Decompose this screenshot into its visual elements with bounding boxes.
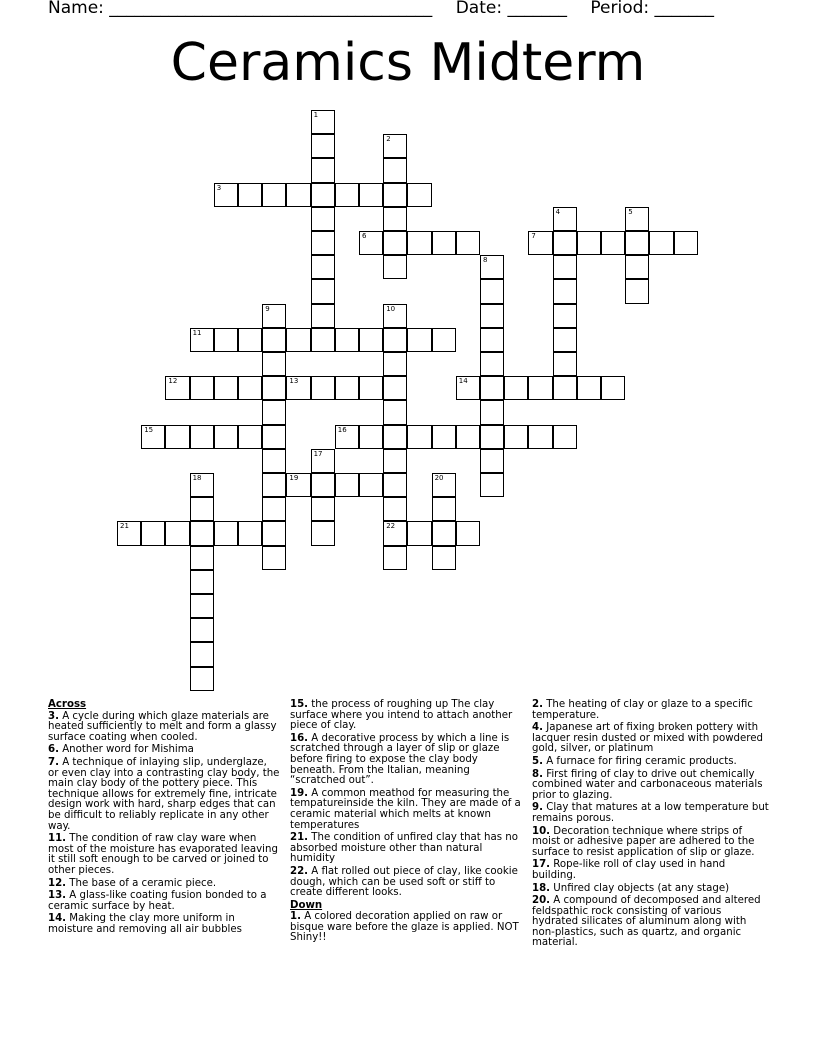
grid-cell[interactable] <box>190 570 214 594</box>
grid-cell[interactable] <box>383 400 407 424</box>
grid-cell[interactable] <box>407 231 431 255</box>
grid-cell[interactable] <box>190 594 214 618</box>
down-clue-10: 10. Decoration technique where strips of moist or adhesive paper are adhered to the surface to resist application of slip or glaze. <box>532 825 755 858</box>
grid-cell[interactable] <box>214 183 238 207</box>
grid-cell[interactable] <box>625 207 649 231</box>
clue-number: 10 <box>386 304 396 313</box>
grid-cell[interactable] <box>480 425 504 449</box>
down-clue-8: 8. First firing of clay to drive out chemically combined water and carbonaceous materials prior to glazing. <box>532 768 763 801</box>
across-clue-16: 16. A decorative process by which a line is scratched through a layer of slip or glaze before firing to expose the clay body beneath. From the Italian, meaning “scratched out”. <box>290 732 510 787</box>
clue-number: 3 <box>216 183 222 192</box>
down-clue-1: 1. A colored decoration applied on raw or bisque ware before the glaze is applied. NOT Shiny!! <box>290 911 519 944</box>
grid-cell[interactable] <box>190 497 214 521</box>
grid-cell[interactable] <box>553 304 577 328</box>
across-clue-22: 22. A flat rolled out piece of clay, like cookie dough, which can be used soft or stiff to create different looks. <box>290 865 518 899</box>
grid-cell[interactable] <box>407 328 431 352</box>
grid-cell[interactable] <box>456 376 480 400</box>
grid-cell[interactable] <box>311 449 335 473</box>
grid-cell[interactable] <box>190 618 214 642</box>
grid-cell[interactable] <box>553 425 577 449</box>
grid-cell[interactable] <box>262 352 286 376</box>
grid-cell[interactable] <box>262 328 286 352</box>
grid-cell[interactable] <box>190 473 214 497</box>
grid-cell[interactable] <box>528 376 552 400</box>
clue-number: 8 <box>483 256 488 265</box>
grid-cell[interactable] <box>625 279 649 303</box>
grid-cell[interactable] <box>504 376 528 400</box>
grid-cell[interactable] <box>383 376 407 400</box>
grid-cell[interactable] <box>553 376 577 400</box>
grid-cell[interactable] <box>359 473 383 497</box>
grid-cell[interactable] <box>262 521 286 545</box>
across-clue-6: 6. Another word for Mishima <box>48 744 194 756</box>
date-field-label[interactable]: Date: _______ <box>455 0 567 18</box>
clue-number: 1 <box>313 111 319 119</box>
grid-cell[interactable] <box>407 521 431 545</box>
clue-number: 4 <box>555 207 561 216</box>
grid-cell[interactable] <box>625 231 649 255</box>
grid-cell[interactable] <box>335 376 359 400</box>
grid-cell[interactable] <box>553 255 577 279</box>
grid-cell[interactable] <box>480 352 504 376</box>
grid-cell[interactable] <box>190 546 214 570</box>
grid-cell[interactable] <box>649 231 673 255</box>
grid-cell[interactable] <box>383 231 407 255</box>
grid-cell[interactable] <box>214 376 238 400</box>
grid-cell[interactable] <box>311 231 335 255</box>
grid-cell[interactable] <box>262 546 286 570</box>
grid-cell[interactable] <box>456 425 480 449</box>
grid-cell[interactable] <box>262 425 286 449</box>
grid-cell[interactable] <box>262 449 286 473</box>
across-clue-19: 19. A common meathod for measuring the tempatureinside the kiln. They are made of a ceramic material which melts at known temperatures <box>290 787 521 831</box>
grid-cell[interactable] <box>359 231 383 255</box>
down-clue-2: 2. The heating of clay or glaze to a specific temperature. <box>532 699 753 721</box>
grid-cell[interactable] <box>456 521 480 545</box>
down-heading: Down <box>290 899 323 911</box>
grid-cell[interactable] <box>359 328 383 352</box>
down-clue-5: 5. A furnace for firing ceramic products. <box>532 755 737 767</box>
grid-cell[interactable] <box>601 231 625 255</box>
grid-cell[interactable] <box>165 425 189 449</box>
grid-cell[interactable] <box>190 521 214 545</box>
grid-cell[interactable] <box>335 328 359 352</box>
clue-number: 16 <box>337 425 347 434</box>
grid-cell[interactable] <box>238 376 262 400</box>
clue-number: 20 <box>434 474 444 482</box>
clue-number: 15 <box>144 425 154 434</box>
grid-cell[interactable] <box>311 521 335 545</box>
grid-cell[interactable] <box>383 546 407 570</box>
clue-number: 7 <box>531 232 536 240</box>
grid-cell[interactable] <box>311 328 335 352</box>
clue-number: 11 <box>192 328 202 337</box>
grid-cell[interactable] <box>480 376 504 400</box>
grid-cell[interactable] <box>480 279 504 303</box>
grid-cell[interactable] <box>262 376 286 400</box>
student-info-header <box>48 0 732 18</box>
clue-number: 19 <box>289 474 299 482</box>
grid-cell[interactable] <box>238 521 262 545</box>
grid-cell[interactable] <box>262 473 286 497</box>
grid-cell[interactable] <box>214 328 238 352</box>
grid-cell[interactable] <box>214 521 238 545</box>
grid-cell[interactable] <box>407 183 431 207</box>
across-clue-13: 13. A glass-like coating fusion bonded to a ceramic surface by heat. <box>48 890 267 912</box>
grid-cell[interactable] <box>432 497 456 521</box>
down-clue-9: 9. Clay that matures at a low temperature but remains porous. <box>532 802 769 824</box>
grid-cell[interactable] <box>432 328 456 352</box>
grid-cell[interactable] <box>311 473 335 497</box>
page-title: Ceramics Midterm <box>170 33 646 93</box>
grid-cell[interactable] <box>553 328 577 352</box>
grid-cell[interactable] <box>383 183 407 207</box>
grid-cell[interactable] <box>359 425 383 449</box>
clue-number: 12 <box>168 377 178 386</box>
grid-cell[interactable] <box>311 497 335 521</box>
clue-number: 17 <box>313 449 323 458</box>
grid-cell[interactable] <box>311 110 335 134</box>
grid-cell[interactable] <box>504 425 528 449</box>
clue-number: 18 <box>192 474 202 482</box>
grid-cell[interactable] <box>141 425 165 449</box>
grid-cell[interactable] <box>383 449 407 473</box>
grid-cell[interactable] <box>190 376 214 400</box>
across-clue-11: 11. The condition of raw clay ware when most of the moisture has evaporated leaving it still soft enough to be carved or joined to other pieces. <box>48 833 278 876</box>
clues-column-1 <box>48 700 280 937</box>
grid-cell[interactable] <box>238 425 262 449</box>
grid-cell[interactable] <box>480 473 504 497</box>
grid-cell[interactable] <box>407 425 431 449</box>
grid-cell[interactable] <box>553 207 577 231</box>
grid-cell[interactable] <box>553 231 577 255</box>
clues-column-3 <box>532 700 770 951</box>
grid-cell[interactable] <box>311 207 335 231</box>
grid-cell[interactable] <box>674 231 698 255</box>
grid-cell[interactable] <box>432 546 456 570</box>
across-heading: Across <box>48 699 87 710</box>
grid-cell[interactable] <box>262 497 286 521</box>
grid-cell[interactable] <box>359 376 383 400</box>
grid-cell[interactable] <box>383 158 407 182</box>
grid-cell[interactable] <box>480 304 504 328</box>
grid-cell[interactable] <box>432 231 456 255</box>
grid-cell[interactable] <box>190 425 214 449</box>
clue-number: 2 <box>386 135 391 144</box>
grid-cell[interactable] <box>625 255 649 279</box>
grid-cell[interactable] <box>311 255 335 279</box>
down-clue-17: 17. Rope-like roll of clay used in hand building. <box>532 859 726 881</box>
grid-cell[interactable] <box>383 207 407 231</box>
grid-cell[interactable] <box>335 183 359 207</box>
grid-cell[interactable] <box>214 425 238 449</box>
clue-number: 5 <box>628 207 633 216</box>
grid-cell[interactable] <box>577 376 601 400</box>
grid-cell[interactable] <box>286 376 310 400</box>
grid-cell[interactable] <box>383 473 407 497</box>
across-clue-7: 7. A technique of inlaying slip, underglaze, or even clay into a contrasting clay body, the main clay body of the pottery piece. This technique allows for extremely fine, intricate design work with hard, sharp edges that can be difficult to reliably replicate in any other way. <box>48 756 280 832</box>
grid-cell[interactable] <box>190 642 214 666</box>
grid-cell[interactable] <box>311 376 335 400</box>
grid-cell[interactable] <box>238 183 262 207</box>
grid-cell[interactable] <box>190 328 214 352</box>
grid-cell[interactable] <box>480 400 504 424</box>
clue-number: 22 <box>386 522 396 531</box>
grid-cell[interactable] <box>432 425 456 449</box>
grid-cell[interactable] <box>238 328 262 352</box>
grid-cell[interactable] <box>383 328 407 352</box>
grid-cell[interactable] <box>432 521 456 545</box>
name-field-label[interactable]: Name: ______________________________________ <box>48 0 433 18</box>
clue-number: 6 <box>362 232 367 240</box>
grid-cell[interactable] <box>335 425 359 449</box>
grid-cell[interactable] <box>601 376 625 400</box>
grid-cell[interactable] <box>311 134 335 158</box>
grid-cell[interactable] <box>117 521 141 545</box>
grid-cell[interactable] <box>311 183 335 207</box>
period-field-label[interactable]: Period: _______ <box>590 0 715 18</box>
across-clue-14: 14. Making the clay more uniform in moisture and removing all air bubbles <box>48 913 242 935</box>
across-clue-12: 12. The base of a ceramic piece. <box>48 877 217 889</box>
grid-cell[interactable] <box>286 473 310 497</box>
grid-cell[interactable] <box>311 279 335 303</box>
grid-cell[interactable] <box>262 400 286 424</box>
grid-cell[interactable] <box>383 497 407 521</box>
across-clue-15: 15. the process of roughing up The clay surface where you intend to attach another piece of clay. <box>290 699 513 732</box>
grid-cell[interactable] <box>165 376 189 400</box>
clue-number: 14 <box>458 377 468 386</box>
grid-cell[interactable] <box>165 521 189 545</box>
grid-cell[interactable] <box>190 667 214 691</box>
grid-cell[interactable] <box>262 304 286 328</box>
grid-cell[interactable] <box>528 231 552 255</box>
down-clue-18: 18. Unfired clay objects (at any stage) <box>532 882 730 894</box>
grid-cell[interactable] <box>311 304 335 328</box>
grid-cell[interactable] <box>359 183 383 207</box>
grid-cell[interactable] <box>528 425 552 449</box>
clue-number: 9 <box>265 304 270 313</box>
across-clue-3: 3. A cycle during which glaze materials are heated sufficiently to melt and form a glassy surface coating when cooled. <box>48 710 277 743</box>
grid-cell[interactable] <box>286 328 310 352</box>
grid-cell[interactable] <box>335 473 359 497</box>
across-clue-21: 21. The condition of unfired clay that has no absorbed moisture other than natural humidity <box>290 832 518 865</box>
grid-cell[interactable] <box>553 279 577 303</box>
grid-cell[interactable] <box>480 328 504 352</box>
grid-cell[interactable] <box>553 352 577 376</box>
grid-cell[interactable] <box>456 231 480 255</box>
clues-column-2 <box>290 700 526 946</box>
grid-cell[interactable] <box>383 352 407 376</box>
grid-cell[interactable] <box>432 473 456 497</box>
grid-cell[interactable] <box>383 425 407 449</box>
grid-cell[interactable] <box>311 158 335 182</box>
grid-cell[interactable] <box>141 521 165 545</box>
grid-cell[interactable] <box>577 231 601 255</box>
grid-cell[interactable] <box>383 134 407 158</box>
grid-cell[interactable] <box>480 449 504 473</box>
down-clue-20: 20. A compound of decomposed and altered feldspathic rock consisting of various hydrated silicates of aluminum along with non-plastics, such as quartz, and organic material. <box>532 895 761 949</box>
grid-cell[interactable] <box>286 183 310 207</box>
down-clue-4: 4. Japanese art of fixing broken pottery with lacquer resin dusted or mixed with powdered gold, silver, or platinum <box>532 722 763 755</box>
grid-cell[interactable] <box>262 183 286 207</box>
grid-cell[interactable] <box>383 521 407 545</box>
clue-number: 13 <box>289 377 299 386</box>
clue-number: 21 <box>120 522 129 531</box>
grid-cell[interactable] <box>480 255 504 279</box>
grid-cell[interactable] <box>383 304 407 328</box>
grid-cell[interactable] <box>383 255 407 279</box>
